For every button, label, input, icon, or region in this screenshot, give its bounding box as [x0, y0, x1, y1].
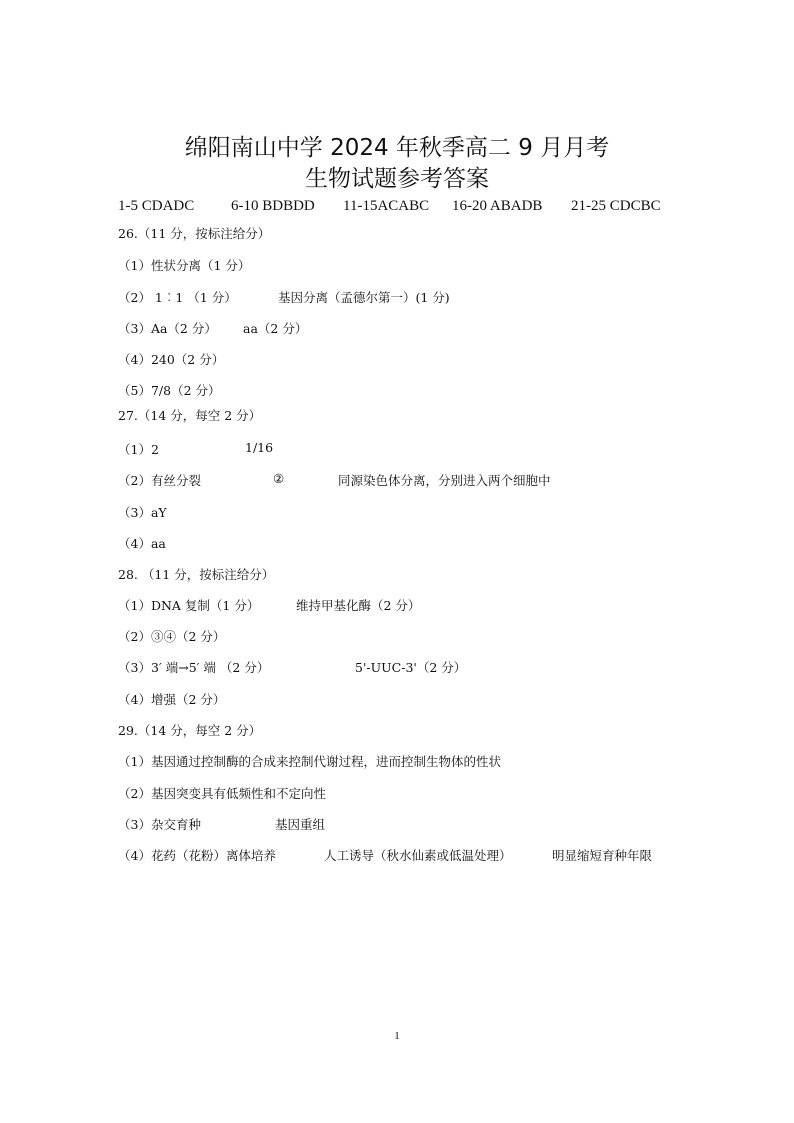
q27-header: 27.（14 分，每空 2 分） — [118, 408, 262, 423]
q26-answer-3b: aa（2 分） — [243, 321, 308, 336]
q29-header: 29.（14 分，每空 2 分） — [118, 723, 262, 738]
q28-answer-3a: （3）3′ 端→5′ 端 （2 分） — [118, 660, 270, 675]
q29-answer-1: （1）基因通过控制酶的合成来控制代谢过程，进而控制生物体的性状 — [118, 754, 501, 769]
q27-answer-4: （4）aa — [118, 536, 166, 551]
q27-answer-3: （3）aY — [118, 505, 167, 520]
mc-answer-1-5: 1-5 CDADC — [118, 198, 195, 214]
q29-answer-4b: 人工诱导（秋水仙素或低温处理） — [324, 848, 512, 863]
q28-answer-1b: 维持甲基化酶（2 分） — [296, 598, 421, 613]
page-title: 绵阳南山中学 2024 年秋季高二 9 月月考 — [184, 135, 610, 161]
q26-answer-5: （5）7/8（2 分） — [118, 383, 221, 398]
q29-answer-2: （2）基因突变具有低频性和不定向性 — [118, 786, 326, 801]
q29-answer-4a: （4）花药（花粉）离体培养 — [118, 848, 276, 863]
q26-answer-3a: （3）Aa（2 分） — [118, 321, 217, 336]
q28-answer-3b: 5'-UUC-3'（2 分） — [355, 660, 467, 675]
q27-answer-1a: （1）2 — [118, 442, 159, 457]
q26-answer-1: （1）性状分离（1 分） — [118, 258, 251, 273]
mc-answer-11-15: 11-15ACABC — [343, 198, 430, 214]
q29-answer-3b: 基因重组 — [275, 817, 326, 832]
q28-header: 28. （11 分，按标注给分） — [118, 567, 275, 582]
q27-answer-1b: 1/16 — [245, 440, 274, 455]
q28-answer-2: （2）③④（2 分） — [118, 629, 226, 644]
page-subtitle: 生物试题参考答案 — [305, 166, 489, 192]
q26-answer-2a: （2） 1︰1 （1 分） — [118, 290, 237, 305]
q27-answer-2b: ② — [273, 471, 285, 486]
q28-answer-4: （4）增强（2 分） — [118, 692, 226, 707]
page-number: 1 — [394, 1030, 400, 1042]
q28-answer-1a: （1）DNA 复制（1 分） — [118, 598, 260, 613]
q29-answer-3a: （3）杂交育种 — [118, 817, 201, 832]
q26-header: 26.（11 分，按标注给分） — [118, 226, 271, 241]
q26-answer-4: （4）240（2 分） — [118, 352, 225, 367]
q29-answer-4c: 明显缩短育种年限 — [552, 848, 653, 863]
mc-answer-16-20: 16-20 ABADB — [452, 198, 543, 214]
q26-answer-2b: 基因分离（孟德尔第一）(1 分) — [278, 290, 450, 305]
q27-answer-2c: 同源染色体分离，分别进入两个细胞中 — [338, 473, 551, 488]
mc-answer-6-10: 6-10 BDBDD — [231, 198, 315, 214]
q27-answer-2a: （2）有丝分裂 — [118, 473, 201, 488]
mc-answer-21-25: 21-25 CDCBC — [571, 198, 661, 214]
